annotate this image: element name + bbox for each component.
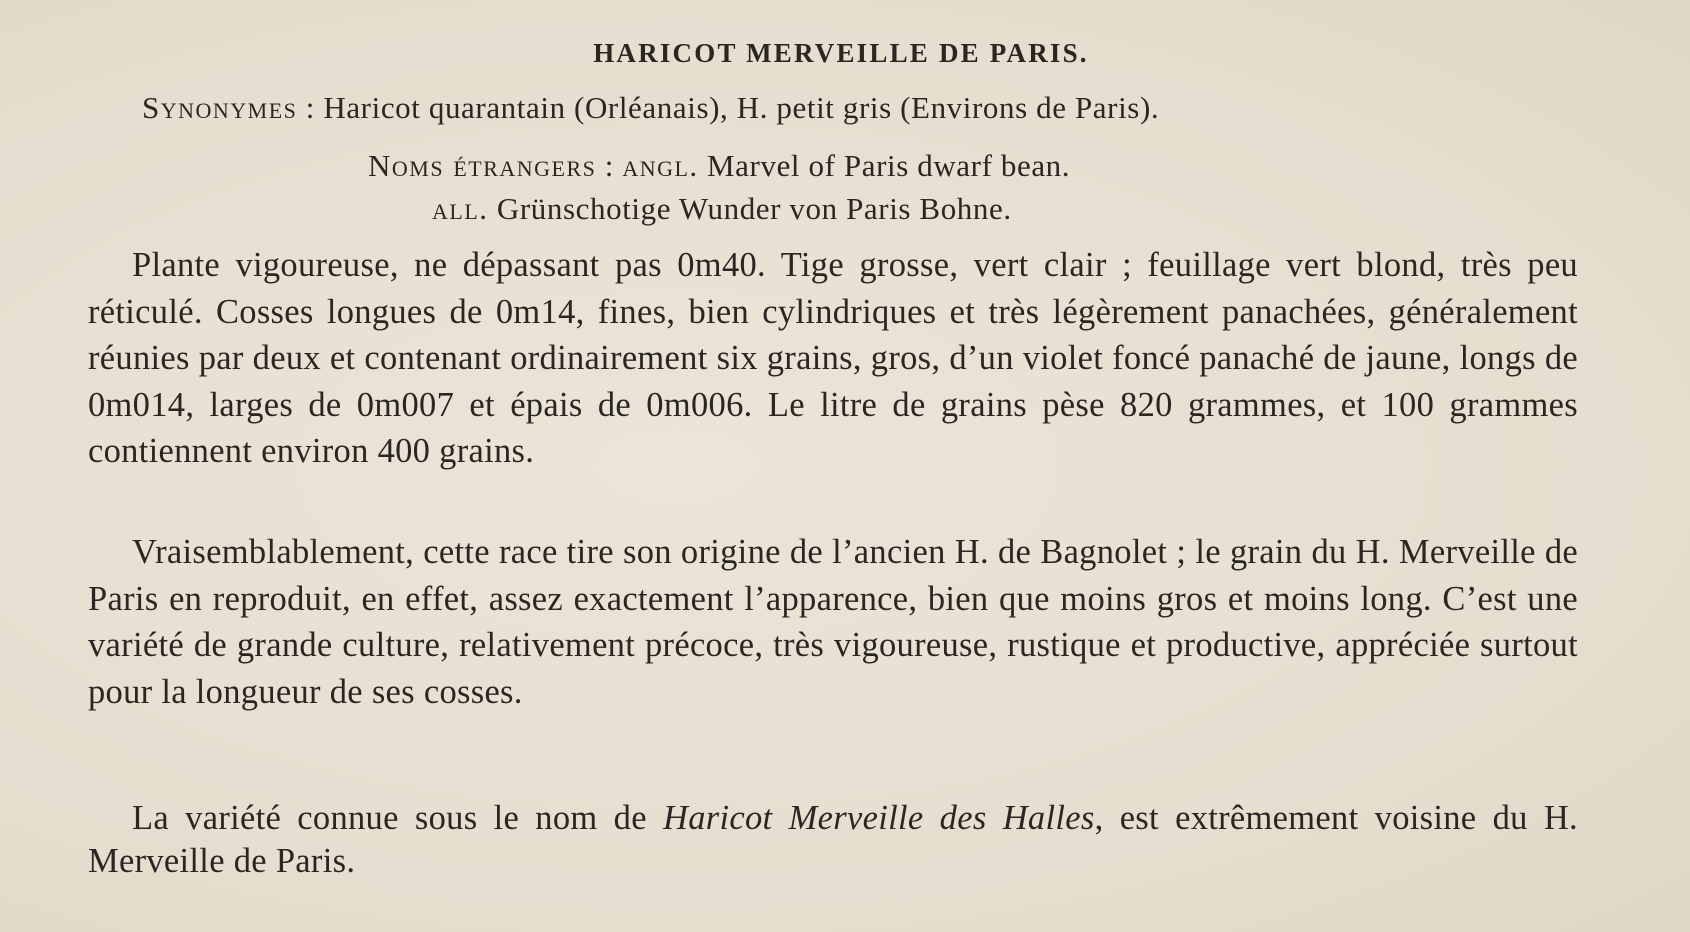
foreign-names-separator: : bbox=[596, 148, 623, 183]
english-label: angl. bbox=[622, 148, 699, 183]
synonyms-label: Synonymes bbox=[142, 90, 298, 125]
origin-text: Vraisemblablement, cette race tire son origine de l’ancien H. de Bagnolet ; le grain du H. Merveille de Paris en reproduit, en effet, assez exactement l’apparence, bien que moins gros et moins long. C’est une variété de grande culture, relativement précoce, très vigoureuse, rustique et productive, appréciée surtout pour la longueur de ses cosses. bbox=[88, 533, 1578, 711]
description-paragraph bbox=[88, 242, 1578, 475]
german-label: all. bbox=[432, 191, 489, 226]
page-title bbox=[0, 38, 1690, 69]
title-text: HARICOT MERVEILLE DE PARIS. bbox=[593, 38, 1089, 68]
german-name: Grünschotige Wunder von Paris Bohne. bbox=[488, 191, 1012, 226]
variety-note-paragraph bbox=[88, 797, 1578, 883]
synonyms-line bbox=[142, 90, 1159, 126]
foreign-names-line-german bbox=[432, 191, 1012, 227]
foreign-names-line-english bbox=[368, 148, 1070, 184]
variety-note-text-end: , est extrêmement voisine du H. Merveille de Paris. bbox=[88, 799, 1578, 880]
description-text: Plante vigoureuse, ne dépassant pas 0m40. Tige grosse, vert clair ; feuillage vert blond, très peu réticulé. Cosses longues de 0m14, fines, bien cylindriques et très légèrement panachées, généralement réunies par deux et contenant ordinairement six grains, gros, d’un violet foncé panaché de jaune, longs de 0m014, larges de 0m007 et épais de 0m006. Le litre de grains pèse 820 grammes, et 100 grammes contiennent environ 400 grains. bbox=[88, 246, 1578, 470]
foreign-names-label: Noms étrangers bbox=[368, 148, 597, 183]
synonyms-text: : Haricot quarantain (Orléanais), H. petit gris (Environs de Paris). bbox=[297, 90, 1160, 125]
variety-note-text-start: La variété connue sous le nom de bbox=[132, 799, 664, 837]
origin-paragraph bbox=[88, 529, 1578, 715]
english-name: Marvel of Paris dwarf bean. bbox=[698, 148, 1071, 183]
variety-name-italic: Haricot Merveille des Halles bbox=[663, 799, 1095, 837]
